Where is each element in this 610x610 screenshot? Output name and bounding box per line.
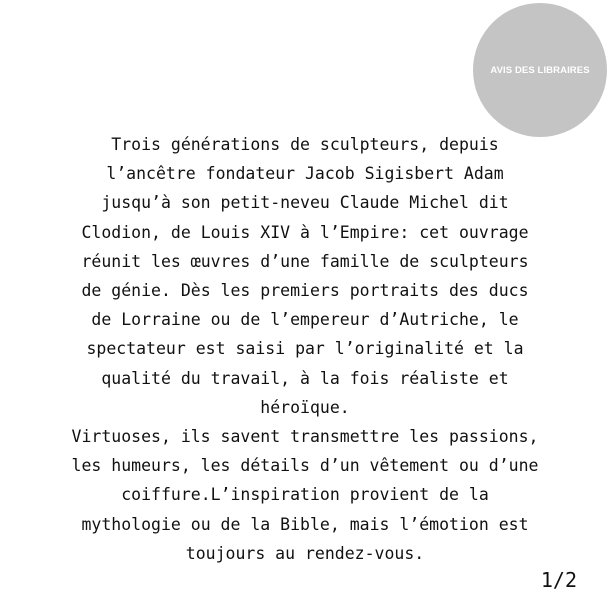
review-line: de génie. Dès les premiers portraits des ducs [81,281,529,301]
review-line: coiffure.L’inspiration provient de la [121,485,489,505]
review-line: qualité du travail, à la fois réaliste et [101,368,509,388]
review-line: toujours au rendez-vous. [185,543,425,563]
page-indicator: 1/2 [540,568,577,592]
review-line: l’ancêtre fondateur Jacob Sigisbert Adam [106,164,504,184]
avis-des-libraires-badge [473,3,607,137]
review-line: Trois générations de sculpteurs, depuis [111,135,499,154]
review-text [0,130,610,568]
review-line: jusqu’à son petit-neveu Claude Michel dit [101,193,509,213]
review-line: Clodion, de Louis XIV à l’Empire: cet ouvrage [81,222,529,242]
review-line: héroïque. [260,397,350,417]
review-line: Virtuoses, ils savent transmettre les passions, [71,427,539,447]
review-line: les humeurs, les détails d’un vêtement ou d’une [71,456,539,476]
review-line: de Lorraine ou de l’empereur d’Autriche, le [91,310,519,330]
review-line: mythologie ou de la Bible, mais l’émotion est [81,514,529,534]
review-line: réunit les œuvres d’une famille de sculpteurs [81,251,529,271]
badge-label: AVIS DES LIBRAIRES [490,64,590,76]
review-line: spectateur est saisi par l’originalité et la [86,339,524,359]
